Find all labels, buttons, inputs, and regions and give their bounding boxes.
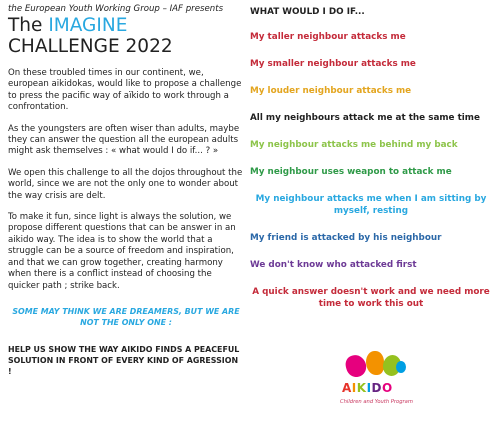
question-9: We don't know who attacked first bbox=[250, 260, 417, 270]
logo-letter: I bbox=[366, 381, 372, 395]
aikido-youth-logo bbox=[336, 349, 416, 421]
logo-blob-blue bbox=[396, 361, 406, 373]
logo-letter: A bbox=[342, 381, 352, 395]
logo-letter: O bbox=[382, 381, 393, 395]
question-1: My taller neighbour attacks me bbox=[250, 32, 406, 42]
logo-blob-pink bbox=[343, 353, 368, 379]
help-callout: HELP US SHOW THE WAY AIKIDO FINDS A PEACEFUL SOLUTION IN FRONT OF EVERY KIND OF AGRESSION ! bbox=[8, 344, 240, 376]
question-8: My friend is attacked by his neighbour bbox=[250, 233, 442, 243]
question-10: A quick answer doesn't work and we need more time to work this out bbox=[252, 287, 490, 309]
question-6: My neighbour uses weapon to attack me bbox=[250, 167, 452, 177]
question-5: My neighbour attacks me behind my back bbox=[250, 140, 458, 150]
paragraph-4: To make it fun, since light is always the solution, we propose different questions that can be answer in an aikido way. The idea is to show the world that a struggle can be a source of freedom and inspiration, and that we can grow together, creating harmony when there is a conflict instead of choosing the quicker path ; strike back. bbox=[8, 212, 236, 291]
presents-line: the European Youth Working Group – IAF presents bbox=[8, 4, 224, 14]
paragraph-1: On these troubled times in our continent, we, european aikidokas, would like to propose a challenge to press the pacific way of aïkido to work through a confrontation. bbox=[8, 68, 242, 113]
questions-column bbox=[246, 4, 496, 325]
paragraph-3: We open this challenge to all the dojos throughout the world, since we are not the only one to wonder about the way crisis are delt. bbox=[8, 167, 243, 201]
intro-column bbox=[8, 4, 244, 377]
dreamers-callout: SOME MAY THINK WE ARE DREAMERS, BUT WE ARE NOT THE ONLY ONE : bbox=[12, 306, 240, 327]
questions-heading: WHAT WOULD I DO IF... bbox=[250, 7, 365, 17]
title-prefix: The bbox=[8, 15, 43, 36]
logo-letter: K bbox=[356, 381, 367, 395]
title-highlight: IMAGINE bbox=[48, 15, 128, 36]
logo-subtitle: Children and Youth Program bbox=[340, 399, 413, 405]
paragraph-2: As the youngsters are often wiser than adults, maybe they can answer the question all the european adults might ask themselves : « what would I do if... ? » bbox=[8, 123, 240, 157]
question-2: My smaller neighbour attacks me bbox=[250, 59, 416, 69]
logo-blob-orange bbox=[366, 351, 384, 375]
title-line-1 bbox=[8, 15, 244, 36]
question-3: My louder neighbour attacks me bbox=[250, 86, 412, 96]
logo-letter: D bbox=[371, 381, 383, 395]
question-7: My neighbour attacks me when I am sitting by myself, resting bbox=[255, 194, 487, 216]
question-4: All my neighbours attack me at the same time bbox=[250, 113, 480, 123]
title-line-2: CHALLENGE 2022 bbox=[8, 36, 173, 57]
logo-wordmark bbox=[342, 381, 393, 395]
logo-letter: I bbox=[351, 381, 357, 395]
